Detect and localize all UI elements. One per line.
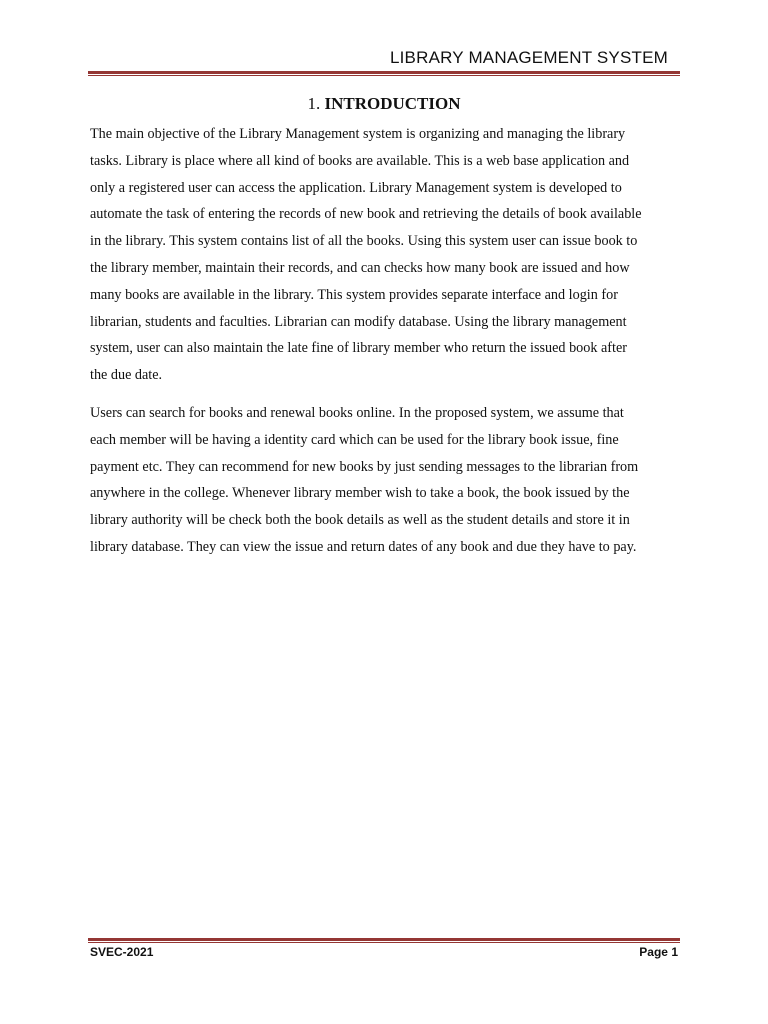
paragraph-2 — [90, 400, 690, 561]
paragraph-line: The main objective of the Library Management system is organizing and managing the library — [90, 126, 626, 142]
paragraph-line: Users can search for books and renewal books online. In the proposed system, we assume that — [90, 405, 624, 421]
paragraph-line: in the library. This system contains list of all the books. Using this system user can issue book to — [90, 233, 638, 250]
paragraph-line: the library member, maintain their records, and can checks how many book are issued and how — [90, 259, 630, 276]
section-title: INTRODUCTION — [324, 94, 461, 113]
paragraph-line: librarian, students and faculties. Librarian can modify database. Using the library management — [90, 313, 627, 330]
paragraph-line: the due date. — [90, 367, 163, 384]
header-rule — [88, 71, 680, 76]
footer-rule — [88, 938, 680, 943]
paragraph-line: library database. They can view the issue and return dates of any book and due they have to pay. — [90, 538, 637, 555]
paragraph-1 — [90, 121, 690, 389]
section-number: 1. — [307, 94, 321, 113]
paragraph-line: each member will be having a identity card which can be used for the library book issue, fine — [90, 431, 619, 448]
paragraph-line: many books are available in the library. This system provides separate interface and login for — [90, 286, 618, 303]
paragraph-line: only a registered user can access the application. Library Management system is developed to — [90, 179, 622, 196]
header-title: LIBRARY MANAGEMENT SYSTEM — [389, 48, 668, 67]
section-heading — [0, 94, 768, 114]
paragraph-line: system, user can also maintain the late fine of library member who return the issued book after — [90, 340, 627, 357]
paragraph-line: automate the task of entering the records of new book and retrieving the details of book available — [90, 206, 642, 223]
paragraph-line: payment etc. They can recommend for new books by just sending messages to the librarian from — [90, 458, 639, 475]
paragraph-line: anywhere in the college. Whenever library member wish to take a book, the book issued by the — [90, 485, 630, 502]
page-number: Page 1 — [639, 945, 678, 959]
paragraph-line: tasks. Library is place where all kind of books are available. This is a web base application and — [90, 152, 630, 169]
paragraph-line: library authority will be check both the book details as well as the student details and store it in — [90, 512, 630, 529]
footer-label: SVEC-2021 — [90, 945, 154, 959]
